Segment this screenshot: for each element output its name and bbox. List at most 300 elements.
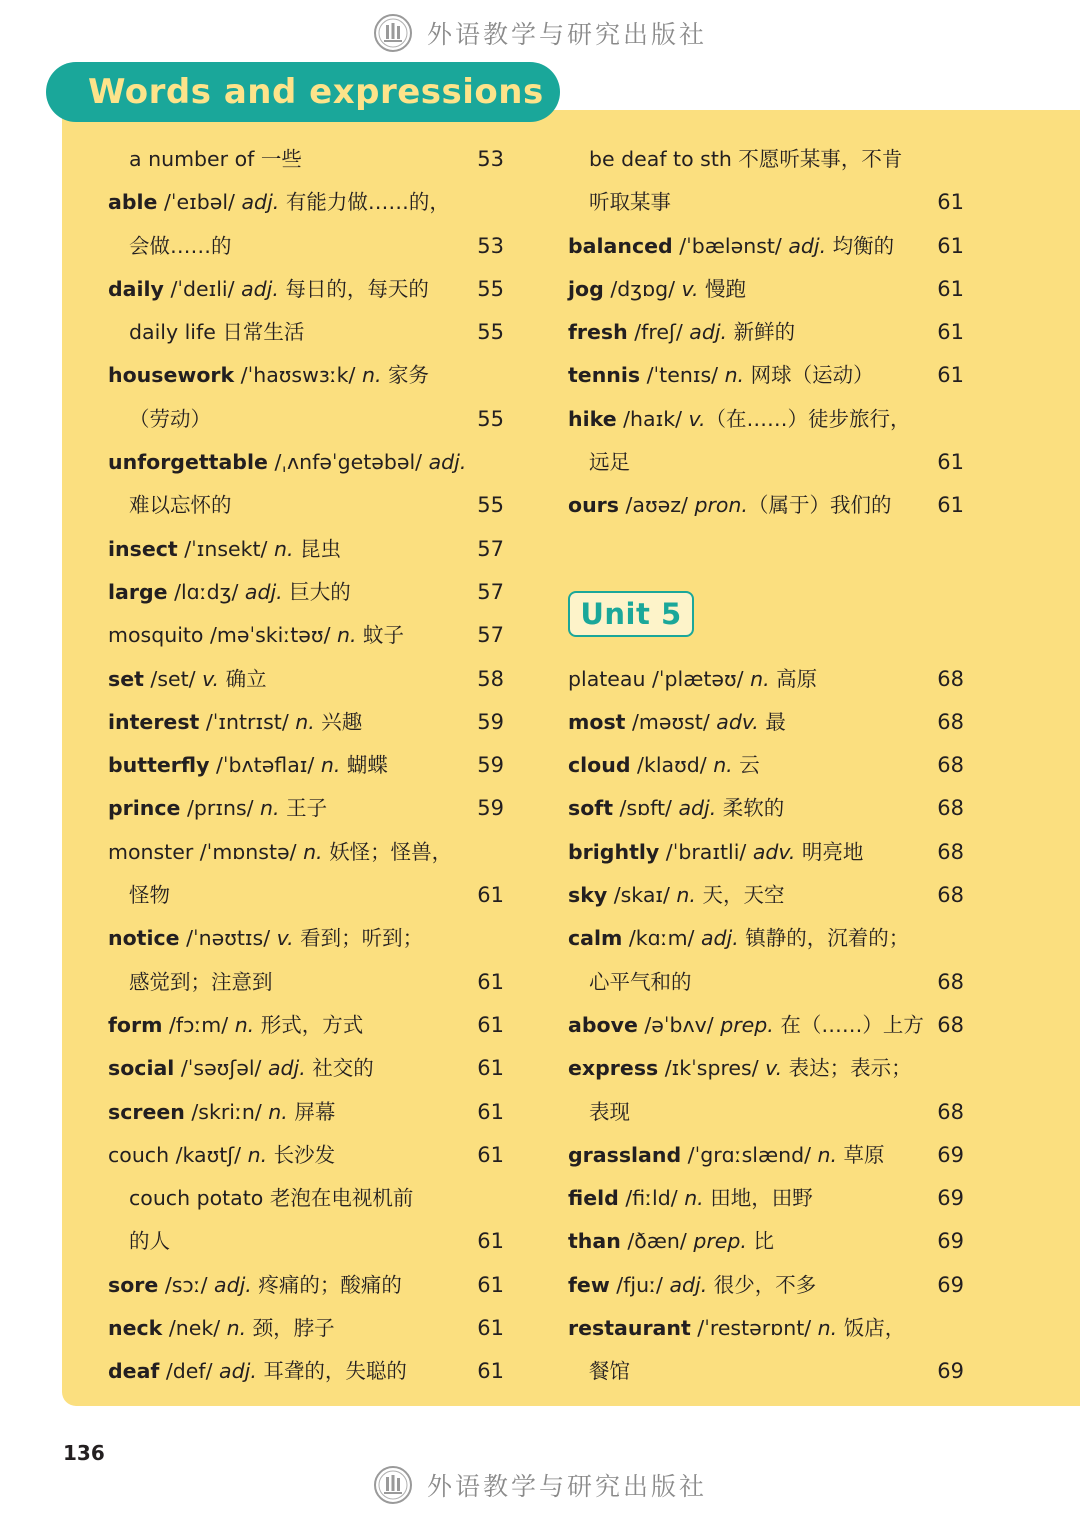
entry-segment: （属于）我们的 (747, 493, 892, 518)
entry-text (568, 1359, 630, 1383)
glossary-entry (568, 1047, 968, 1090)
entry-page-number: 61 (477, 1229, 504, 1254)
entry-segment: 表达；表示； (782, 1056, 912, 1081)
entry-segment: a number of 一些 (129, 147, 302, 171)
headword: set (108, 666, 144, 691)
entry-text (568, 320, 795, 344)
glossary-entry-continuation (108, 398, 508, 441)
glossary-entry (568, 1177, 968, 1220)
glossary-entry-continuation (108, 1220, 508, 1263)
entry-segment: 王子 (279, 796, 328, 821)
entry-text (108, 1186, 413, 1210)
entry-segment: /ðæn/ (620, 1229, 694, 1254)
entry-segment: /ˈɪntrɪst/ (199, 709, 296, 734)
entry-text (108, 1273, 402, 1297)
entry-segment: /sɒft/ (613, 796, 679, 821)
entry-text (108, 320, 304, 344)
part-of-speech: v. (681, 276, 699, 301)
part-of-speech: adj. (214, 1272, 252, 1297)
part-of-speech: v. (276, 926, 294, 951)
glossary-entry (568, 225, 968, 268)
part-of-speech: n. (226, 1316, 247, 1341)
entry-segment: 慢跑 (698, 276, 747, 301)
headword: balanced (568, 233, 673, 258)
entry-text (568, 710, 786, 734)
entry-page-number: 59 (477, 709, 504, 734)
entry-text (108, 1229, 170, 1253)
headword: cloud (568, 753, 631, 778)
entry-page-number: 55 (477, 493, 504, 518)
glossary-entry (108, 787, 508, 830)
entry-segment: /dʒɒg/ (603, 276, 682, 301)
entry-segment: /ˈɪnsekt/ (177, 536, 274, 561)
entry-text (108, 1056, 374, 1080)
entry-segment: 每日的，每天的 (278, 276, 429, 301)
entry-page-number: 68 (937, 796, 964, 821)
entry-segment: 耳聋的，失聪的 (256, 1359, 407, 1384)
entry-page-number: 61 (477, 1272, 504, 1297)
entry-page-number: 61 (937, 363, 964, 388)
entry-text (108, 277, 429, 301)
part-of-speech: n. (295, 709, 315, 734)
entry-segment: /ˈhaʊswɜːk/ (234, 363, 362, 388)
glossary-column-left (108, 138, 508, 1394)
glossary-entry (568, 917, 968, 960)
entry-segment: 饭店， (837, 1316, 906, 1341)
entry-segment: daily life 日常生活 (129, 320, 305, 345)
headword: grassland (568, 1142, 682, 1167)
entry-text (568, 1100, 630, 1124)
glossary-entry (568, 354, 968, 397)
headword: most (568, 709, 626, 734)
unit-label: Unit 5 (568, 591, 694, 637)
entry-segment: 家务 (381, 363, 430, 388)
unit-heading (568, 571, 968, 658)
entry-text (108, 537, 341, 561)
entry-text (108, 450, 466, 474)
entry-segment: 看到；听到； (293, 926, 424, 951)
entry-text (108, 840, 452, 864)
headword: sore (108, 1272, 159, 1297)
entry-segment: 社交的 (305, 1056, 374, 1081)
entry-page-number: 55 (477, 406, 504, 431)
entry-segment: /məʊst/ (625, 709, 717, 734)
entry-text (108, 147, 302, 171)
entry-segment: 比 (746, 1229, 774, 1254)
entry-segment: /ˈnəʊtɪs/ (179, 926, 277, 951)
entry-segment: /ɪkˈspres/ (658, 1056, 766, 1081)
entry-text (568, 190, 671, 214)
entry-segment: /ˈrestərɒnt/ (690, 1316, 818, 1341)
entry-page-number: 61 (937, 450, 964, 475)
entry-text (568, 883, 784, 907)
part-of-speech: n. (684, 1186, 704, 1211)
glossary-entry (568, 701, 968, 744)
part-of-speech: prep. (693, 1229, 747, 1254)
entry-text (568, 1229, 774, 1253)
entry-segment: plateau /ˈplætəʊ/ (568, 666, 751, 691)
entry-text (108, 363, 429, 387)
entry-text (108, 883, 170, 907)
glossary-entry (568, 744, 968, 787)
entry-page-number: 69 (937, 1272, 964, 1297)
entry-page-number: 61 (477, 969, 504, 994)
entry-segment: /ˈsəʊʃəl/ (174, 1056, 268, 1081)
glossary-entry-continuation (108, 874, 508, 917)
glossary-entry (108, 744, 508, 787)
entry-segment: 兴趣 (314, 709, 363, 734)
entry-text (568, 1316, 905, 1340)
headword: insect (108, 536, 178, 561)
entry-page-number: 69 (937, 1186, 964, 1211)
entry-page-number: 61 (477, 1359, 504, 1384)
entry-page-number: 68 (937, 839, 964, 864)
headword: interest (108, 709, 200, 734)
part-of-speech: adj. (244, 579, 283, 604)
entry-text (108, 1100, 335, 1124)
glossary-entry (568, 658, 968, 701)
glossary-entry (108, 528, 508, 571)
entry-segment: 表现 (589, 1099, 630, 1124)
entry-segment: be deaf to sth 不愿听某事，不肯 (589, 147, 903, 171)
entry-page-number: 61 (937, 320, 964, 345)
glossary-entry (568, 311, 968, 354)
entry-segment: 疼痛的；酸痛的 (251, 1272, 402, 1297)
headword: restaurant (568, 1316, 691, 1341)
entry-segment: 怪物 (129, 883, 170, 908)
glossary-entry-continuation (568, 1091, 968, 1134)
entry-text (568, 493, 891, 517)
part-of-speech: n. (303, 839, 323, 864)
part-of-speech: adj. (241, 190, 280, 215)
headword: deaf (108, 1359, 160, 1384)
glossary-entry-continuation (568, 441, 968, 484)
entry-page-number: 69 (937, 1229, 964, 1254)
part-of-speech: n. (320, 753, 341, 778)
entry-text (568, 363, 874, 387)
fltrp-seal-icon (373, 13, 413, 53)
entry-segment: /ˈbʌtəflaɪ/ (209, 753, 321, 778)
part-of-speech: n. (724, 363, 745, 388)
entry-page-number: 53 (477, 233, 504, 258)
entry-segment: /fjuː/ (609, 1272, 670, 1297)
headword: prince (108, 796, 181, 821)
entry-segment: 会做……的 (129, 233, 232, 258)
entry-segment: 有能力做……的， (279, 190, 450, 215)
entry-segment: /ˈbælənst/ (672, 233, 789, 258)
glossary-phrase (568, 138, 968, 181)
glossary-entry-continuation (568, 961, 968, 1004)
glossary-entry (108, 1091, 508, 1134)
part-of-speech: n. (247, 1142, 268, 1167)
part-of-speech: n. (273, 536, 294, 561)
entry-segment: 听取某事 (589, 190, 671, 215)
glossary-entry (108, 354, 508, 397)
entry-segment: /sɔː/ (158, 1272, 215, 1297)
entry-segment: 新鲜的 (727, 320, 796, 345)
part-of-speech: n. (234, 1012, 255, 1037)
entry-text (568, 1013, 924, 1037)
headword: soft (568, 796, 614, 821)
headword: large (108, 579, 168, 604)
glossary-entry (568, 1220, 968, 1263)
entry-segment: 感觉到；注意到 (129, 969, 273, 994)
headword: field (568, 1186, 619, 1211)
page-number: 136 (63, 1441, 105, 1465)
entry-text (568, 277, 746, 301)
glossary-phrase (108, 311, 508, 354)
entry-text (108, 190, 450, 214)
section-title: Words and expressions (88, 72, 544, 112)
entry-text (568, 840, 863, 864)
entry-page-number: 61 (477, 1012, 504, 1037)
entry-segment: /ˌʌnfəˈgetəbəl/ (267, 450, 429, 475)
entry-text (568, 926, 909, 950)
spacer (568, 528, 968, 571)
entry-page-number: 68 (937, 1012, 964, 1037)
entry-text (568, 450, 630, 474)
entry-page-number: 55 (477, 320, 504, 345)
part-of-speech: n. (713, 753, 733, 778)
glossary-entry-continuation (568, 1350, 968, 1393)
entry-page-number: 61 (477, 1099, 504, 1124)
entry-segment: 长沙发 (267, 1142, 336, 1167)
glossary-entry (108, 658, 508, 701)
part-of-speech: adj. (219, 1359, 257, 1384)
entry-segment: 田地，田野 (703, 1186, 813, 1211)
glossary-entry (568, 1264, 968, 1307)
entry-page-number: 59 (477, 753, 504, 778)
entry-page-number: 68 (937, 969, 964, 994)
headword: able (108, 190, 158, 215)
entry-segment: 云 (732, 753, 760, 778)
entry-segment: /ˈeɪbəl/ (157, 190, 242, 215)
entry-segment: 确立 (219, 666, 267, 691)
headword: daily (108, 276, 164, 301)
glossary-entry (108, 181, 508, 224)
entry-page-number: 57 (477, 623, 504, 648)
entry-page-number: 57 (477, 536, 504, 561)
glossary-entry (108, 441, 508, 484)
entry-segment: /nek/ (162, 1316, 227, 1341)
entry-segment: 难以忘怀的 (129, 493, 232, 518)
entry-page-number: 69 (937, 1142, 964, 1167)
headword: few (568, 1272, 610, 1297)
glossary-entry-continuation (108, 961, 508, 1004)
entry-page-number: 61 (477, 1316, 504, 1341)
glossary-entry (108, 571, 508, 614)
entry-text (108, 926, 423, 950)
entry-segment: 柔软的 (716, 796, 785, 821)
glossary-entry (108, 1307, 508, 1350)
entry-text (108, 234, 232, 258)
entry-segment: 明亮地 (795, 839, 864, 864)
entry-segment: 蚊子 (356, 623, 405, 648)
part-of-speech: adj. (678, 796, 717, 821)
glossary-entry (108, 268, 508, 311)
entry-segment: 在（……）上方 (773, 1012, 924, 1037)
entry-segment: 网球（运动） (744, 363, 874, 388)
entry-page-number: 61 (937, 493, 964, 518)
headword: screen (108, 1099, 185, 1124)
entry-segment: /klaʊd/ (630, 753, 714, 778)
entry-text (108, 580, 351, 604)
entry-text (108, 970, 273, 994)
part-of-speech: adj. (241, 276, 279, 301)
glossary-entry (108, 917, 508, 960)
part-of-speech: adj. (788, 233, 827, 258)
part-of-speech: adj. (700, 926, 739, 951)
part-of-speech: v. (688, 406, 706, 431)
entry-text (108, 1143, 335, 1167)
entry-text (568, 1186, 813, 1210)
entry-segment: 蝴蝶 (340, 753, 388, 778)
entry-segment: 屏幕 (287, 1099, 336, 1124)
entry-text (108, 407, 211, 431)
entry-segment: 最 (758, 709, 786, 734)
part-of-speech: adv. (752, 839, 796, 864)
headword: tennis (568, 363, 641, 388)
glossary-entry (108, 1264, 508, 1307)
entry-segment: 天，天空 (695, 883, 785, 908)
entry-text (568, 667, 817, 691)
glossary-entry-continuation (568, 181, 968, 224)
entry-segment: 妖怪；怪兽， (322, 839, 453, 864)
headword: form (108, 1012, 163, 1037)
entry-segment: /set/ (143, 666, 203, 691)
entry-segment: /aʊəz/ (619, 493, 695, 518)
glossary-entry-continuation (108, 225, 508, 268)
entry-page-number: 55 (477, 276, 504, 301)
entry-segment: /ˈdeɪli/ (163, 276, 242, 301)
entry-page-number: 68 (937, 1099, 964, 1124)
publisher-watermark-top (0, 8, 1080, 58)
entry-text (108, 1359, 407, 1383)
part-of-speech: n. (361, 363, 382, 388)
entry-segment: /skriːn/ (184, 1099, 269, 1124)
entry-segment: /ˈbraɪtli/ (659, 839, 753, 864)
entry-segment: （劳动） (129, 406, 211, 431)
glossary-entry (568, 831, 968, 874)
entry-page-number: 61 (937, 233, 964, 258)
part-of-speech: adj. (669, 1272, 708, 1297)
entry-segment: /ˈtenɪs/ (640, 363, 725, 388)
entry-text (568, 753, 760, 777)
entry-segment: /freʃ/ (627, 320, 690, 345)
glossary-entry (568, 787, 968, 830)
entry-segment: 餐馆 (589, 1359, 630, 1384)
section-header (46, 62, 560, 122)
headword: unforgettable (108, 450, 268, 475)
entry-segment: 形式，方式 (254, 1012, 364, 1037)
glossary-entry (568, 268, 968, 311)
part-of-speech: v. (202, 666, 220, 691)
glossary-entry (108, 1004, 508, 1047)
entry-segment: monster /ˈmɒnstə/ (108, 839, 304, 864)
entry-text (108, 667, 267, 691)
part-of-speech: adj. (267, 1056, 306, 1081)
glossary-entry (108, 614, 508, 657)
entry-text (108, 1013, 363, 1037)
entry-segment: /prɪns/ (180, 796, 261, 821)
entry-segment: couch potato 老泡在电视机前 (129, 1186, 414, 1211)
entry-page-number: 61 (937, 276, 964, 301)
glossary-entry (568, 874, 968, 917)
publisher-name: 外语教学与研究出版社 (426, 1472, 707, 1501)
headword: calm (568, 926, 623, 951)
entry-segment: 很少，不多 (707, 1272, 817, 1297)
glossary-entry (568, 1307, 968, 1350)
headword: than (568, 1229, 621, 1254)
entry-text (108, 710, 362, 734)
part-of-speech: n. (817, 1142, 838, 1167)
glossary-entry (568, 484, 968, 527)
entry-segment: /fiːld/ (618, 1186, 685, 1211)
part-of-speech: prep. (720, 1012, 774, 1037)
entry-segment: 颈，脖子 (246, 1316, 335, 1341)
headword: jog (568, 276, 604, 301)
headword: sky (568, 883, 608, 908)
glossary-entry-continuation (108, 484, 508, 527)
headword: butterfly (108, 753, 210, 778)
headword: above (568, 1012, 638, 1037)
entry-segment: /kɑːm/ (622, 926, 701, 951)
entry-segment: couch /kaʊtʃ/ (108, 1142, 248, 1167)
entry-segment: 心平气和的 (589, 969, 692, 994)
glossary-column-right (568, 138, 968, 1394)
part-of-speech: n. (260, 796, 280, 821)
glossary-entry (568, 398, 968, 441)
entry-text (568, 796, 784, 820)
entry-segment: /lɑːdʒ/ (167, 579, 245, 604)
glossary-entry (108, 1047, 508, 1090)
part-of-speech: n. (750, 666, 770, 691)
entry-text (568, 1273, 816, 1297)
entry-page-number: 68 (937, 753, 964, 778)
entry-page-number: 53 (477, 147, 504, 171)
entry-text (108, 623, 404, 647)
headword: social (108, 1056, 175, 1081)
entry-segment: /ˈgrɑːslænd/ (681, 1142, 818, 1167)
entry-text (568, 970, 692, 994)
entry-segment: /əˈbʌv/ (637, 1012, 721, 1037)
glossary-entry (108, 701, 508, 744)
glossary-entry (568, 1134, 968, 1177)
part-of-speech: pron. (694, 493, 748, 518)
entry-page-number: 69 (937, 1359, 964, 1384)
entry-page-number: 59 (477, 796, 504, 821)
glossary-phrase (108, 1177, 508, 1220)
headword: fresh (568, 320, 628, 345)
glossary-entry (568, 1004, 968, 1047)
entry-text (568, 147, 902, 171)
headword: housework (108, 363, 235, 388)
fltrp-seal-icon (373, 1465, 413, 1505)
part-of-speech: n. (268, 1099, 288, 1124)
glossary-entry (108, 831, 508, 874)
entry-text (108, 796, 327, 820)
publisher-watermark-bottom (0, 1460, 1080, 1510)
entry-segment: 巨大的 (282, 579, 351, 604)
headword: ours (568, 493, 619, 518)
headword: neck (108, 1316, 163, 1341)
entry-text (568, 234, 894, 258)
entry-segment: 的人 (129, 1229, 170, 1254)
entry-segment: /fɔːm/ (162, 1012, 235, 1037)
entry-segment: /skaɪ/ (607, 883, 677, 908)
entry-segment: 高原 (769, 666, 818, 691)
entry-page-number: 61 (477, 1142, 504, 1167)
